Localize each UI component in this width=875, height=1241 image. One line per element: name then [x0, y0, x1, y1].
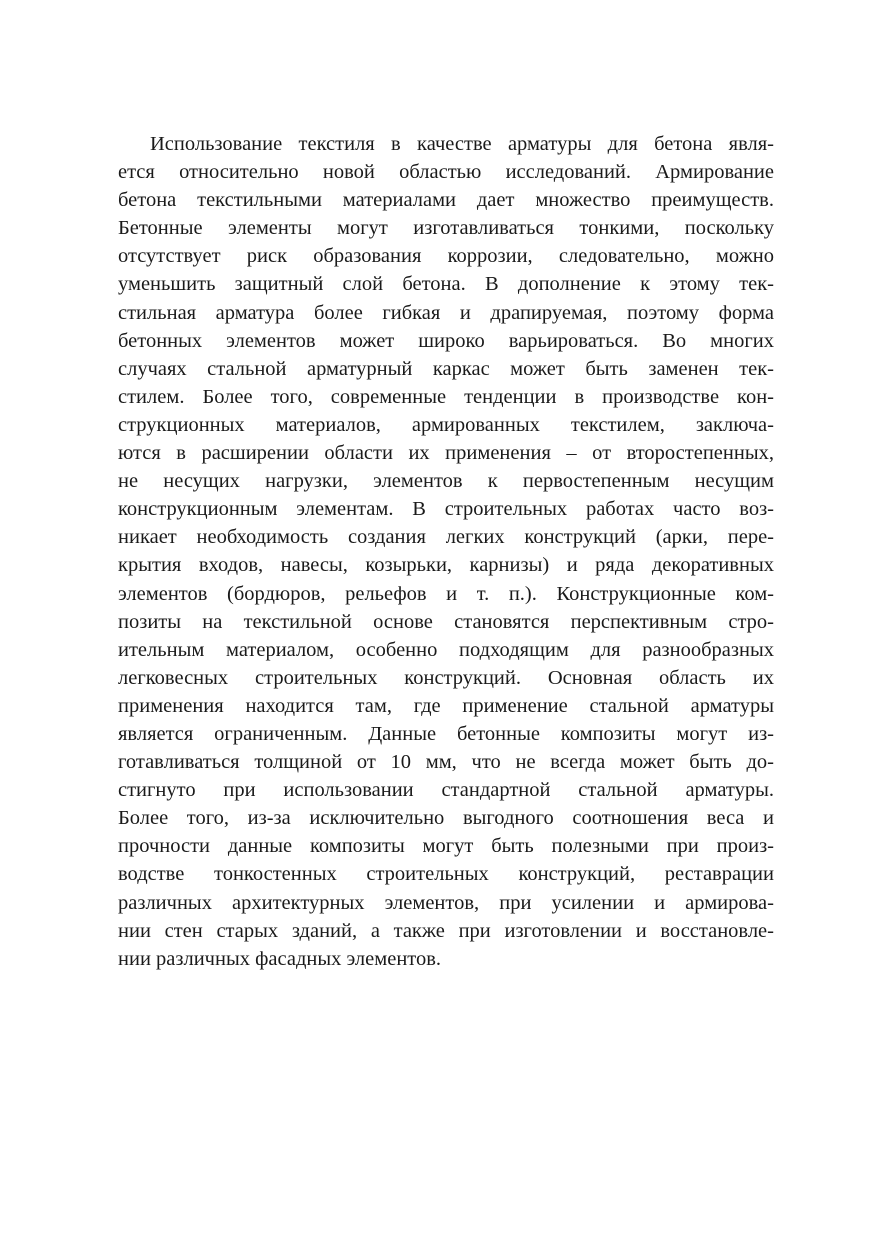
text-line: стигнуто при использовании стандартной стальной арматуры.: [118, 779, 774, 802]
text-line: не несущих нагрузки, элементов к первостепенным несущим: [118, 470, 774, 493]
text-line: различных архитектурных элементов, при усилении и армирова-: [118, 891, 774, 914]
text-line: струкционных материалов, армированных текстилем, заключа-: [118, 413, 774, 436]
text-line: бетона текстильными материалами дает множество преимуществ.: [118, 189, 774, 212]
text-line: ительным материалом, особенно подходящим для разнообразных: [118, 638, 774, 661]
text-line: стилем. Более того, современные тенденции в производстве кон-: [118, 385, 774, 408]
text-line: готавливаться толщиной от 10 мм, что не всегда может быть до-: [118, 751, 774, 774]
text-line: является ограниченным. Данные бетонные композиты могут из-: [118, 722, 774, 745]
body-paragraph: [118, 130, 774, 973]
text-line: нии стен старых зданий, а также при изготовлении и восстановле-: [118, 919, 774, 942]
text-line: Бетонные элементы могут изготавливаться тонкими, поскольку: [118, 217, 774, 240]
text-line: ются в расширении области их применения – от второстепенных,: [118, 442, 774, 465]
text-line: элементов (бордюров, рельефов и т. п.). Конструкционные ком-: [118, 582, 774, 605]
text-line: случаях стальной арматурный каркас может быть заменен тек-: [118, 357, 774, 380]
text-line: стильная арматура более гибкая и драпируемая, поэтому форма: [118, 301, 774, 324]
text-line: ется относительно новой областью исследований. Армирование: [118, 161, 774, 184]
text-line: Более того, из-за исключительно выгодного соотношения веса и: [118, 807, 774, 830]
text-line: уменьшить защитный слой бетона. В дополнение к этому тек-: [118, 273, 774, 296]
text-line: никает необходимость создания легких конструкций (арки, пере-: [118, 526, 774, 549]
text-line: позиты на текстильной основе становятся перспективным стро-: [118, 610, 774, 633]
text-line: крытия входов, навесы, козырьки, карнизы) и ряда декоративных: [118, 554, 774, 577]
text-line: конструкционным элементам. В строительных работах часто воз-: [118, 498, 774, 521]
text-line: бетонных элементов может широко варьироваться. Во многих: [118, 329, 774, 352]
text-line: нии различных фасадных элементов.: [118, 947, 442, 970]
text-line: водстве тонкостенных строительных конструкций, реставрации: [118, 863, 774, 886]
text-line: применения находится там, где применение стальной арматуры: [118, 694, 774, 717]
text-line: прочности данные композиты могут быть полезными при произ-: [118, 835, 774, 858]
text-line: легковесных строительных конструкций. Основная область их: [118, 666, 774, 689]
text-line: Использование текстиля в качестве арматуры для бетона явля-: [150, 133, 774, 155]
text-line: отсутствует риск образования коррозии, следовательно, можно: [118, 245, 774, 268]
